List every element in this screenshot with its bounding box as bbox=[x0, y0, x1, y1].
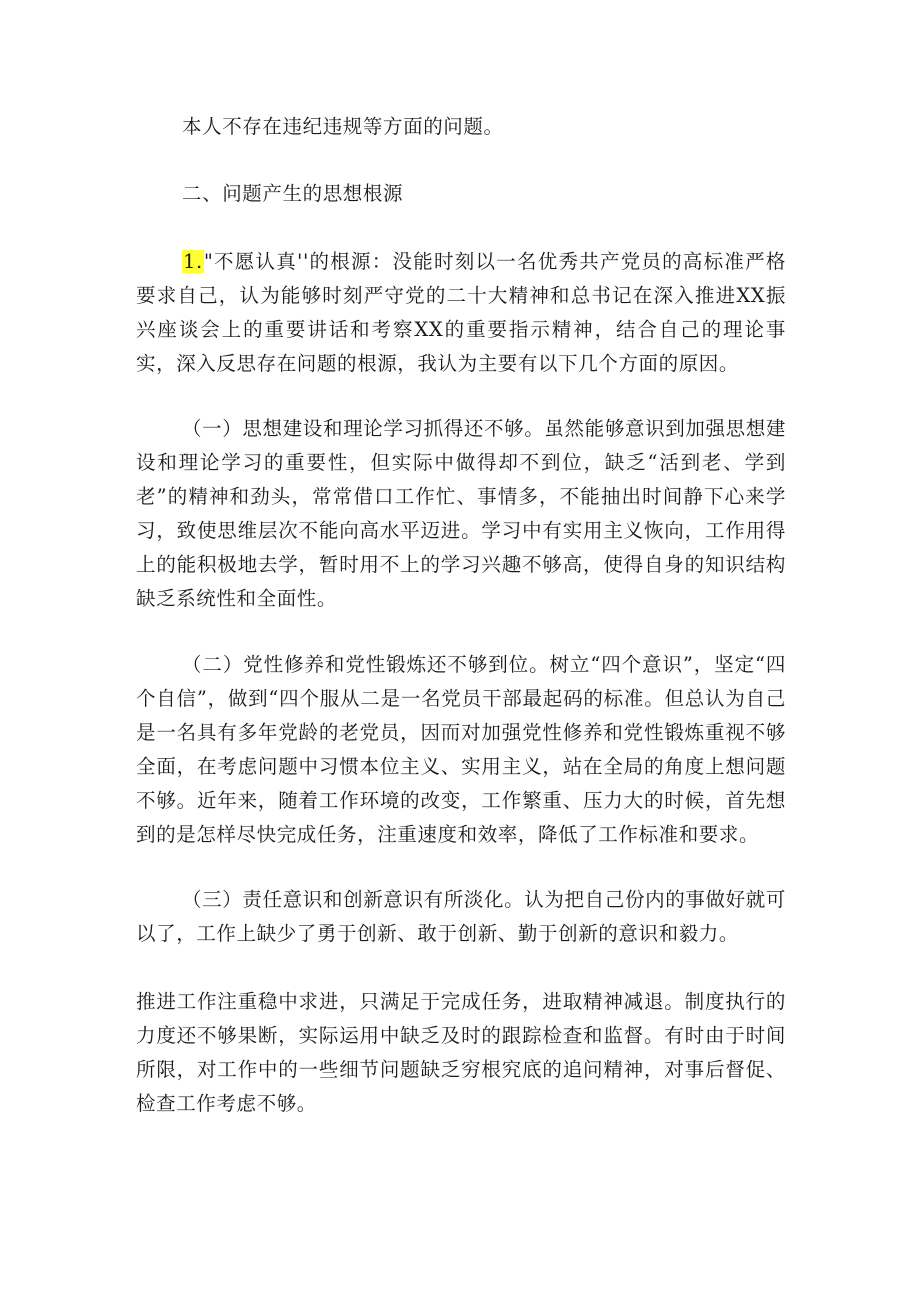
paragraph-work-progress bbox=[136, 985, 786, 1121]
paragraph-point-three bbox=[136, 883, 786, 951]
paragraph-text: "不愿认真''的根源：没能时刻以一名优秀共产党员的高标准严格要求自己，认为能够时刻严守党的二十大精神和总书记在深入推进XX振兴座谈会上的重要讲话和考察XX的重要指示精神，结合自己的理论事实，深入反思存在问题的根源，我认为主要有以下几个方面的原因。 bbox=[136, 250, 786, 375]
paragraph-text: （三）责任意识和创新意识有所淡化。认为把自己份内的事做好就可以了，工作上缺少了勇于创新、敢于创新、勤于创新的意识和毅力。 bbox=[136, 888, 786, 945]
paragraph-text: （一）思想建设和理论学习抓得还不够。虽然能够意识到加强思想建设和理论学习的重要性，但实际中做得却不到位，缺乏“活到老、学到老”的精神和劲头，常常借口工作忙、事情多，不能抽出时间静下心来学习，致使思维层次不能向高水平迈进。学习中有实用主义恢向，工作用得上的能积极地去学，暂时用不上的学习兴趣不够高，使得自身的知识结构缺乏系统性和全面性。 bbox=[136, 417, 786, 610]
highlighted-item-number: 1. bbox=[183, 250, 203, 273]
section-heading-ideological-roots bbox=[136, 177, 786, 211]
paragraph-text: 本人不存在违纪违规等方面的问题。 bbox=[182, 115, 504, 138]
paragraph-text: （二）党性修养和党性锻炼还不够到位。树立“四个意识”，坚定“四个自信”，做到“四个服从二是一名党员干部最起码的标准。但总认为自己是一名具有多年党龄的老党员，因而对加强党性修养和党性锻炼重视不够全面，在考虑问题中习惯本位主义、实用主义，站在全局的角度上想问题不够。近年来，随着工作环境的改变，工作繁重、压力大的时候，首先想到的是怎样尽快完成任务，注重速度和效率，降低了工作标准和要求。 bbox=[136, 653, 786, 846]
paragraph-root-cause-1 bbox=[136, 245, 786, 381]
heading-text: 二、问题产生的思想根源 bbox=[182, 182, 404, 205]
paragraph-point-two bbox=[136, 648, 786, 852]
paragraph-discipline-statement bbox=[136, 110, 786, 144]
paragraph-point-one bbox=[136, 412, 786, 616]
paragraph-text: 推进工作注重稳中求进，只满足于完成任务，进取精神减退。制度执行的力度还不够果断，实际运用中缺乏及时的跟踪检查和监督。有时由于时间所限，对工作中的一些细节问题缺乏穷根究底的追问精神，对事后督促、检查工作考虑不够。 bbox=[136, 990, 786, 1115]
